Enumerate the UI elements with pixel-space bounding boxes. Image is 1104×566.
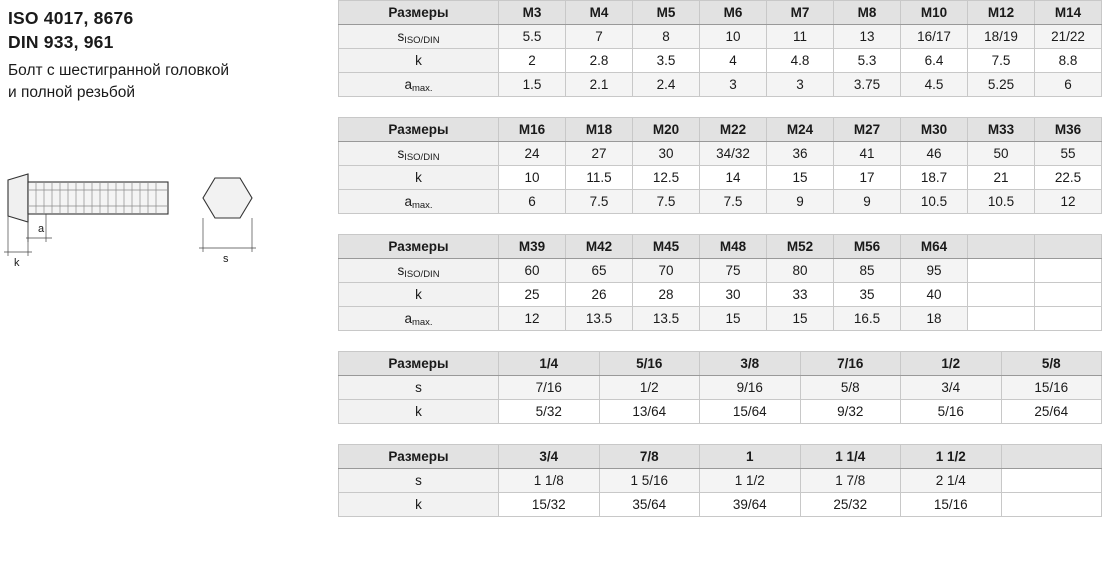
column-header: 3/4 (499, 445, 600, 469)
cell-value: 11 (767, 25, 834, 49)
bolt-drawing-svg (0, 160, 336, 270)
cell-value: 12 (1035, 190, 1102, 214)
cell-value: 18 (901, 307, 968, 331)
cell-value: 4.5 (901, 73, 968, 97)
cell-value: 34/32 (700, 142, 767, 166)
column-header: M24 (767, 118, 834, 142)
column-header: 3/8 (700, 352, 801, 376)
cell-value: 8.8 (1035, 49, 1102, 73)
row-label-s-iso-din: sISO/DIN (339, 259, 499, 283)
cell-value: 10.5 (901, 190, 968, 214)
cell-value: 15 (700, 307, 767, 331)
column-header: 1/4 (499, 352, 600, 376)
column-header: M64 (901, 235, 968, 259)
cell-value: 75 (700, 259, 767, 283)
row-label-k: k (339, 49, 499, 73)
cell-empty (968, 283, 1035, 307)
column-header: M20 (633, 118, 700, 142)
table-row (339, 142, 1102, 166)
table-row (339, 307, 1102, 331)
bolt-technical-drawing (0, 160, 336, 270)
column-header: 5/16 (599, 352, 700, 376)
column-header: M27 (834, 118, 901, 142)
cell-value: 1 7/8 (800, 469, 901, 493)
column-header: M30 (901, 118, 968, 142)
table-row (339, 400, 1102, 424)
column-header: 5/8 (1001, 352, 1102, 376)
cell-value: 7.5 (968, 49, 1035, 73)
column-header: M48 (700, 235, 767, 259)
column-header: M3 (499, 1, 566, 25)
cell-value: 5.3 (834, 49, 901, 73)
dimension-table-metric-m3-m14 (338, 0, 1102, 97)
table-row (339, 190, 1102, 214)
dimension-table-metric-m39-m64 (338, 234, 1102, 331)
cell-value: 15/16 (901, 493, 1002, 517)
column-header: M10 (901, 1, 968, 25)
cell-value: 33 (767, 283, 834, 307)
cell-value: 1 1/2 (700, 469, 801, 493)
cell-value: 46 (901, 142, 968, 166)
column-header: M33 (968, 118, 1035, 142)
cell-value: 1 5/16 (599, 469, 700, 493)
cell-value: 7/16 (499, 376, 600, 400)
product-description (8, 60, 338, 104)
cell-value: 2.4 (633, 73, 700, 97)
cell-value: 9 (834, 190, 901, 214)
table-row (339, 73, 1102, 97)
table-header-row (339, 445, 1102, 469)
row-label-s-iso-din: sISO/DIN (339, 142, 499, 166)
column-header: M42 (566, 235, 633, 259)
cell-value: 55 (1035, 142, 1102, 166)
cell-value: 14 (700, 166, 767, 190)
drawing-label-s: s (223, 253, 229, 265)
cell-value: 13.5 (566, 307, 633, 331)
row-label-s-iso-din: sISO/DIN (339, 25, 499, 49)
cell-value: 5/8 (800, 376, 901, 400)
cell-value: 5.5 (499, 25, 566, 49)
cell-value: 15/32 (499, 493, 600, 517)
column-header: M22 (700, 118, 767, 142)
cell-value: 24 (499, 142, 566, 166)
column-header: M12 (968, 1, 1035, 25)
column-header: M56 (834, 235, 901, 259)
cell-value: 12 (499, 307, 566, 331)
cell-value: 30 (633, 142, 700, 166)
cell-value: 35/64 (599, 493, 700, 517)
cell-value: 8 (633, 25, 700, 49)
header-size-label: Размеры (339, 445, 499, 469)
cell-value: 10 (700, 25, 767, 49)
table-row (339, 283, 1102, 307)
cell-empty (968, 307, 1035, 331)
column-header: 1/2 (901, 352, 1002, 376)
cell-value: 36 (767, 142, 834, 166)
cell-value: 7.5 (633, 190, 700, 214)
table-row (339, 376, 1102, 400)
cell-value: 9/16 (700, 376, 801, 400)
column-header: M14 (1035, 1, 1102, 25)
product-description-line-1: Болт с шестигранной головкой (8, 62, 230, 79)
cell-value: 6 (499, 190, 566, 214)
cell-value: 7 (566, 25, 633, 49)
cell-value: 7.5 (566, 190, 633, 214)
cell-value: 2 (499, 49, 566, 73)
row-label-a-max: amax. (339, 190, 499, 214)
header-size-label: Размеры (339, 1, 499, 25)
cell-value: 5.25 (968, 73, 1035, 97)
column-header: 7/16 (800, 352, 901, 376)
cell-value: 16.5 (834, 307, 901, 331)
cell-value: 18/19 (968, 25, 1035, 49)
drawing-label-k: k (14, 257, 20, 269)
cell-value: 3 (700, 73, 767, 97)
cell-value: 2 1/4 (901, 469, 1002, 493)
product-description-line-2: и полной резьбой (8, 84, 136, 101)
column-header: M52 (767, 235, 834, 259)
cell-value: 10 (499, 166, 566, 190)
cell-value: 25/32 (800, 493, 901, 517)
table-row (339, 25, 1102, 49)
cell-value: 18.7 (901, 166, 968, 190)
cell-value: 25/64 (1001, 400, 1102, 424)
column-header: M39 (499, 235, 566, 259)
column-header: 1 1/4 (800, 445, 901, 469)
column-header: M16 (499, 118, 566, 142)
row-label-k: k (339, 283, 499, 307)
cell-value: 15 (767, 307, 834, 331)
row-label-k: k (339, 493, 499, 517)
cell-value: 3/4 (901, 376, 1002, 400)
table-row (339, 49, 1102, 73)
header-size-label: Размеры (339, 235, 499, 259)
table-header-row (339, 1, 1102, 25)
row-label-k: k (339, 400, 499, 424)
cell-value: 13.5 (633, 307, 700, 331)
cell-value: 13 (834, 25, 901, 49)
standard-line-2: DIN 933, 961 (8, 32, 114, 52)
cell-value: 5/32 (499, 400, 600, 424)
column-header: M8 (834, 1, 901, 25)
cell-empty (968, 259, 1035, 283)
column-header: M4 (566, 1, 633, 25)
cell-value: 21/22 (1035, 25, 1102, 49)
column-header: M36 (1035, 118, 1102, 142)
cell-value: 12.5 (633, 166, 700, 190)
drawing-label-a: a (38, 223, 45, 235)
cell-value: 41 (834, 142, 901, 166)
cell-value: 2.8 (566, 49, 633, 73)
column-header: M5 (633, 1, 700, 25)
cell-empty (1035, 283, 1102, 307)
standard-line-1: ISO 4017, 8676 (8, 8, 134, 28)
column-header: M6 (700, 1, 767, 25)
cell-value: 3 (767, 73, 834, 97)
row-label-a-max: amax. (339, 73, 499, 97)
column-header: M7 (767, 1, 834, 25)
column-header: 7/8 (599, 445, 700, 469)
table-header-row (339, 235, 1102, 259)
cell-value: 70 (633, 259, 700, 283)
cell-value: 50 (968, 142, 1035, 166)
cell-value: 1 1/8 (499, 469, 600, 493)
cell-value: 80 (767, 259, 834, 283)
row-label-k: k (339, 166, 499, 190)
dimension-tables (338, 0, 1104, 537)
column-header-empty (1035, 235, 1102, 259)
cell-value: 85 (834, 259, 901, 283)
cell-empty (1035, 259, 1102, 283)
column-header-empty (968, 235, 1035, 259)
cell-value: 2.1 (566, 73, 633, 97)
cell-value: 1.5 (499, 73, 566, 97)
cell-value: 6.4 (901, 49, 968, 73)
cell-value: 7.5 (700, 190, 767, 214)
cell-value: 16/17 (901, 25, 968, 49)
cell-value: 1/2 (599, 376, 700, 400)
row-label-s: s (339, 469, 499, 493)
cell-value: 27 (566, 142, 633, 166)
column-header: 1 (700, 445, 801, 469)
column-header: 1 1/2 (901, 445, 1002, 469)
table-header-row (339, 118, 1102, 142)
cell-empty (1001, 493, 1102, 517)
cell-value: 13/64 (599, 400, 700, 424)
cell-empty (1035, 307, 1102, 331)
dimension-table-metric-m16-m36 (338, 117, 1102, 214)
cell-value: 4 (700, 49, 767, 73)
cell-value: 40 (901, 283, 968, 307)
row-label-a-max: amax. (339, 307, 499, 331)
dimension-table-inch-1 (338, 351, 1102, 424)
cell-value: 39/64 (700, 493, 801, 517)
cell-value: 3.75 (834, 73, 901, 97)
cell-value: 9/32 (800, 400, 901, 424)
cell-value: 28 (633, 283, 700, 307)
table-row (339, 166, 1102, 190)
row-label-s: s (339, 376, 499, 400)
cell-value: 35 (834, 283, 901, 307)
header-size-label: Размеры (339, 352, 499, 376)
table-row (339, 493, 1102, 517)
cell-value: 5/16 (901, 400, 1002, 424)
cell-value: 11.5 (566, 166, 633, 190)
cell-value: 30 (700, 283, 767, 307)
product-info-block (8, 6, 338, 104)
cell-value: 9 (767, 190, 834, 214)
column-header: M18 (566, 118, 633, 142)
dimension-table-inch-2 (338, 444, 1102, 517)
cell-value: 15/16 (1001, 376, 1102, 400)
table-header-row (339, 352, 1102, 376)
cell-value: 21 (968, 166, 1035, 190)
header-size-label: Размеры (339, 118, 499, 142)
cell-value: 65 (566, 259, 633, 283)
cell-value: 15 (767, 166, 834, 190)
cell-value: 17 (834, 166, 901, 190)
cell-value: 15/64 (700, 400, 801, 424)
cell-value: 22.5 (1035, 166, 1102, 190)
cell-value: 26 (566, 283, 633, 307)
cell-value: 6 (1035, 73, 1102, 97)
table-row (339, 469, 1102, 493)
cell-value: 60 (499, 259, 566, 283)
table-row (339, 259, 1102, 283)
cell-value: 3.5 (633, 49, 700, 73)
cell-value: 95 (901, 259, 968, 283)
cell-value: 10.5 (968, 190, 1035, 214)
cell-value: 25 (499, 283, 566, 307)
cell-empty (1001, 469, 1102, 493)
column-header-empty (1001, 445, 1102, 469)
cell-value: 4.8 (767, 49, 834, 73)
column-header: M45 (633, 235, 700, 259)
